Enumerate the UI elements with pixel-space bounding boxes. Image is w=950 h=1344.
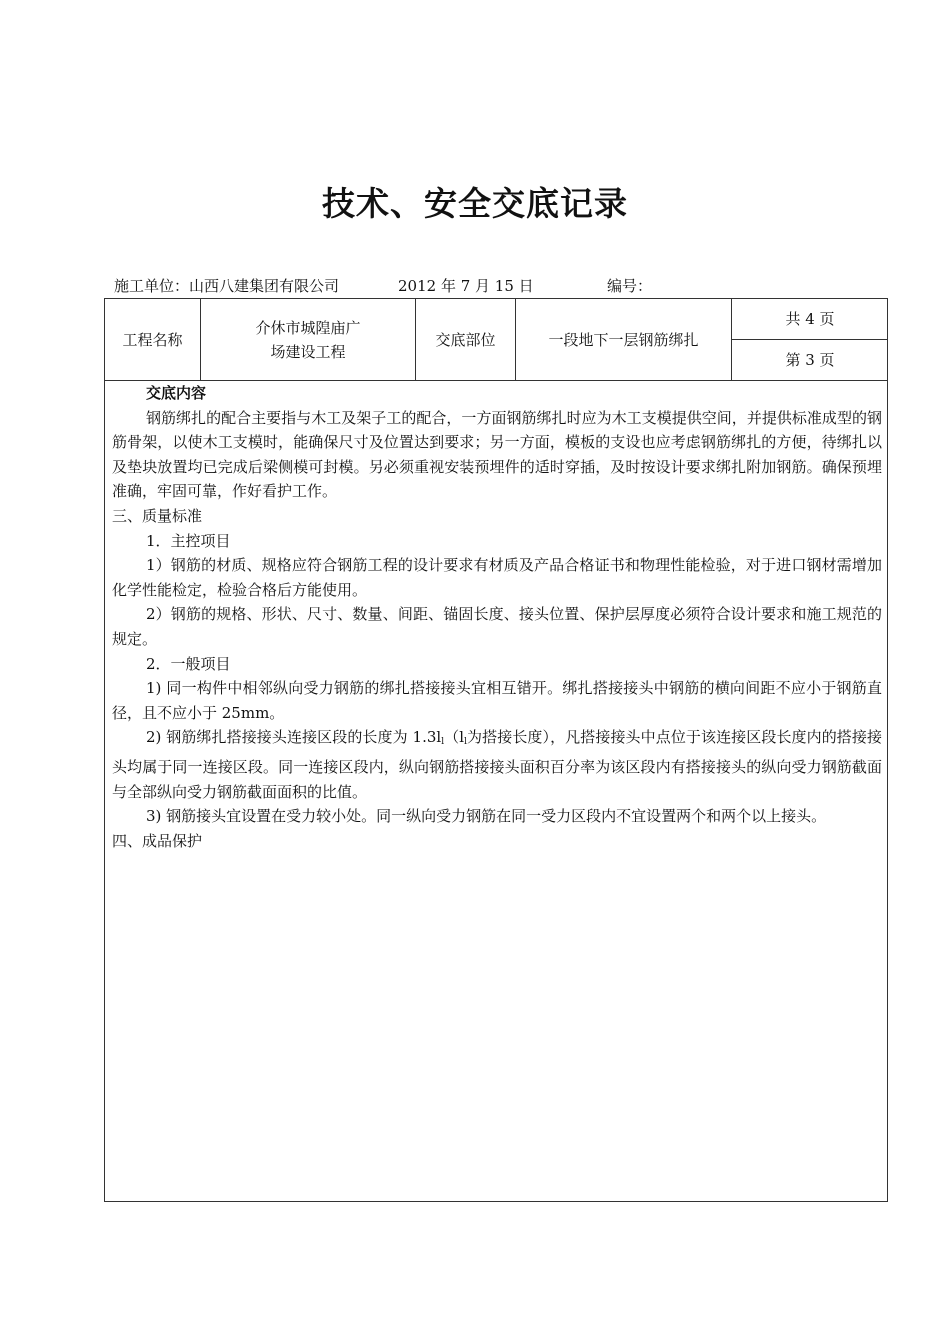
project-name-line2: 场建设工程 xyxy=(270,342,346,361)
general-item-2-part-a: 2) 钢筋绑扎搭接接头连接区段的长度为 1.3l xyxy=(146,728,442,747)
main-item-1: 1）钢筋的材质、规格应符合钢筋工程的设计要求有材质及产品合格证书和物理性能检验，对于进口钢材需增加化学性能检定，检验合格后方能使用。 xyxy=(112,556,882,599)
handover-content xyxy=(112,381,882,853)
project-name-label: 工程名称 xyxy=(122,330,183,349)
general-item-2-part-b: （l xyxy=(444,728,465,747)
content-heading: 交底内容 xyxy=(146,384,207,402)
record-date: 2012 年 7 月 15 日 xyxy=(398,277,534,295)
content-intro: 钢筋绑扎的配合主要指与木工及架子工的配合，一方面钢筋绑扎时应为木工支模提供空间，并提供标准成型的钢筋骨架，以使木工支模时，能确保尺寸及位置达到要求；另一方面，模板的支设也应考虑钢筋绑扎的方便，待绑扎以及垫块放置均已完成后梁侧模可封模。另必须重视安装预埋件的适时穿插，及时按设计要求绑扎附加钢筋。确保预埋准确，牢固可靠，作好看护工作。 xyxy=(112,408,882,501)
general-item-3: 3) 钢筋接头宜设置在受力较小处。同一纵向受力钢筋在同一受力区段内不宜设置两个和两个以上接头。 xyxy=(146,807,827,826)
handover-part-label: 交底部位 xyxy=(435,330,496,349)
handover-part-value: 一段地下一层钢筋绑扎 xyxy=(548,330,699,349)
total-pages: 共 4 页 xyxy=(785,310,835,328)
subsection-general-items: 2．一般项目 xyxy=(146,654,231,673)
section-product-protection: 四、成品保护 xyxy=(112,831,203,850)
main-item-2: 2）钢筋的规格、形状、尺寸、数量、间距、锚固长度、接头位置、保护层厚度必须符合设计要求和施工规范的规定。 xyxy=(112,605,882,648)
general-item-2 xyxy=(112,725,882,804)
current-page: 第 3 页 xyxy=(785,351,835,369)
subscript-l: l xyxy=(441,737,445,748)
project-name-value xyxy=(201,299,415,380)
general-item-1: 1) 同一构件中相邻纵向受力钢筋的绑扎搭接接头宜相互错开。绑扎搭接接头中钢筋的横向间距不应小于钢筋直径，且不应小于 25mm。 xyxy=(112,679,882,722)
subscript-l: l xyxy=(464,737,467,748)
project-name-line1: 介休市城隍庙广 xyxy=(255,318,361,337)
section-quality-standard: 三、质量标准 xyxy=(112,506,203,525)
construction-unit: 施工单位：山西八建集团有限公司 xyxy=(114,277,340,295)
subsection-main-items: 1．主控项目 xyxy=(146,531,231,550)
general-item-2-part-c: 为搭接长度），凡搭接接头中点位于该连接区段长度内的搭接接头均属于同一连接区段。同一连接区段内，纵向钢筋搭接接头面积百分率为该区段内有搭接接头的纵向受力钢筋截面与全部纵向受力钢筋截面面积的比值。 xyxy=(112,728,882,801)
record-number-label: 编号： xyxy=(607,277,653,295)
document-title: 技术、安全交底记录 xyxy=(322,184,628,223)
